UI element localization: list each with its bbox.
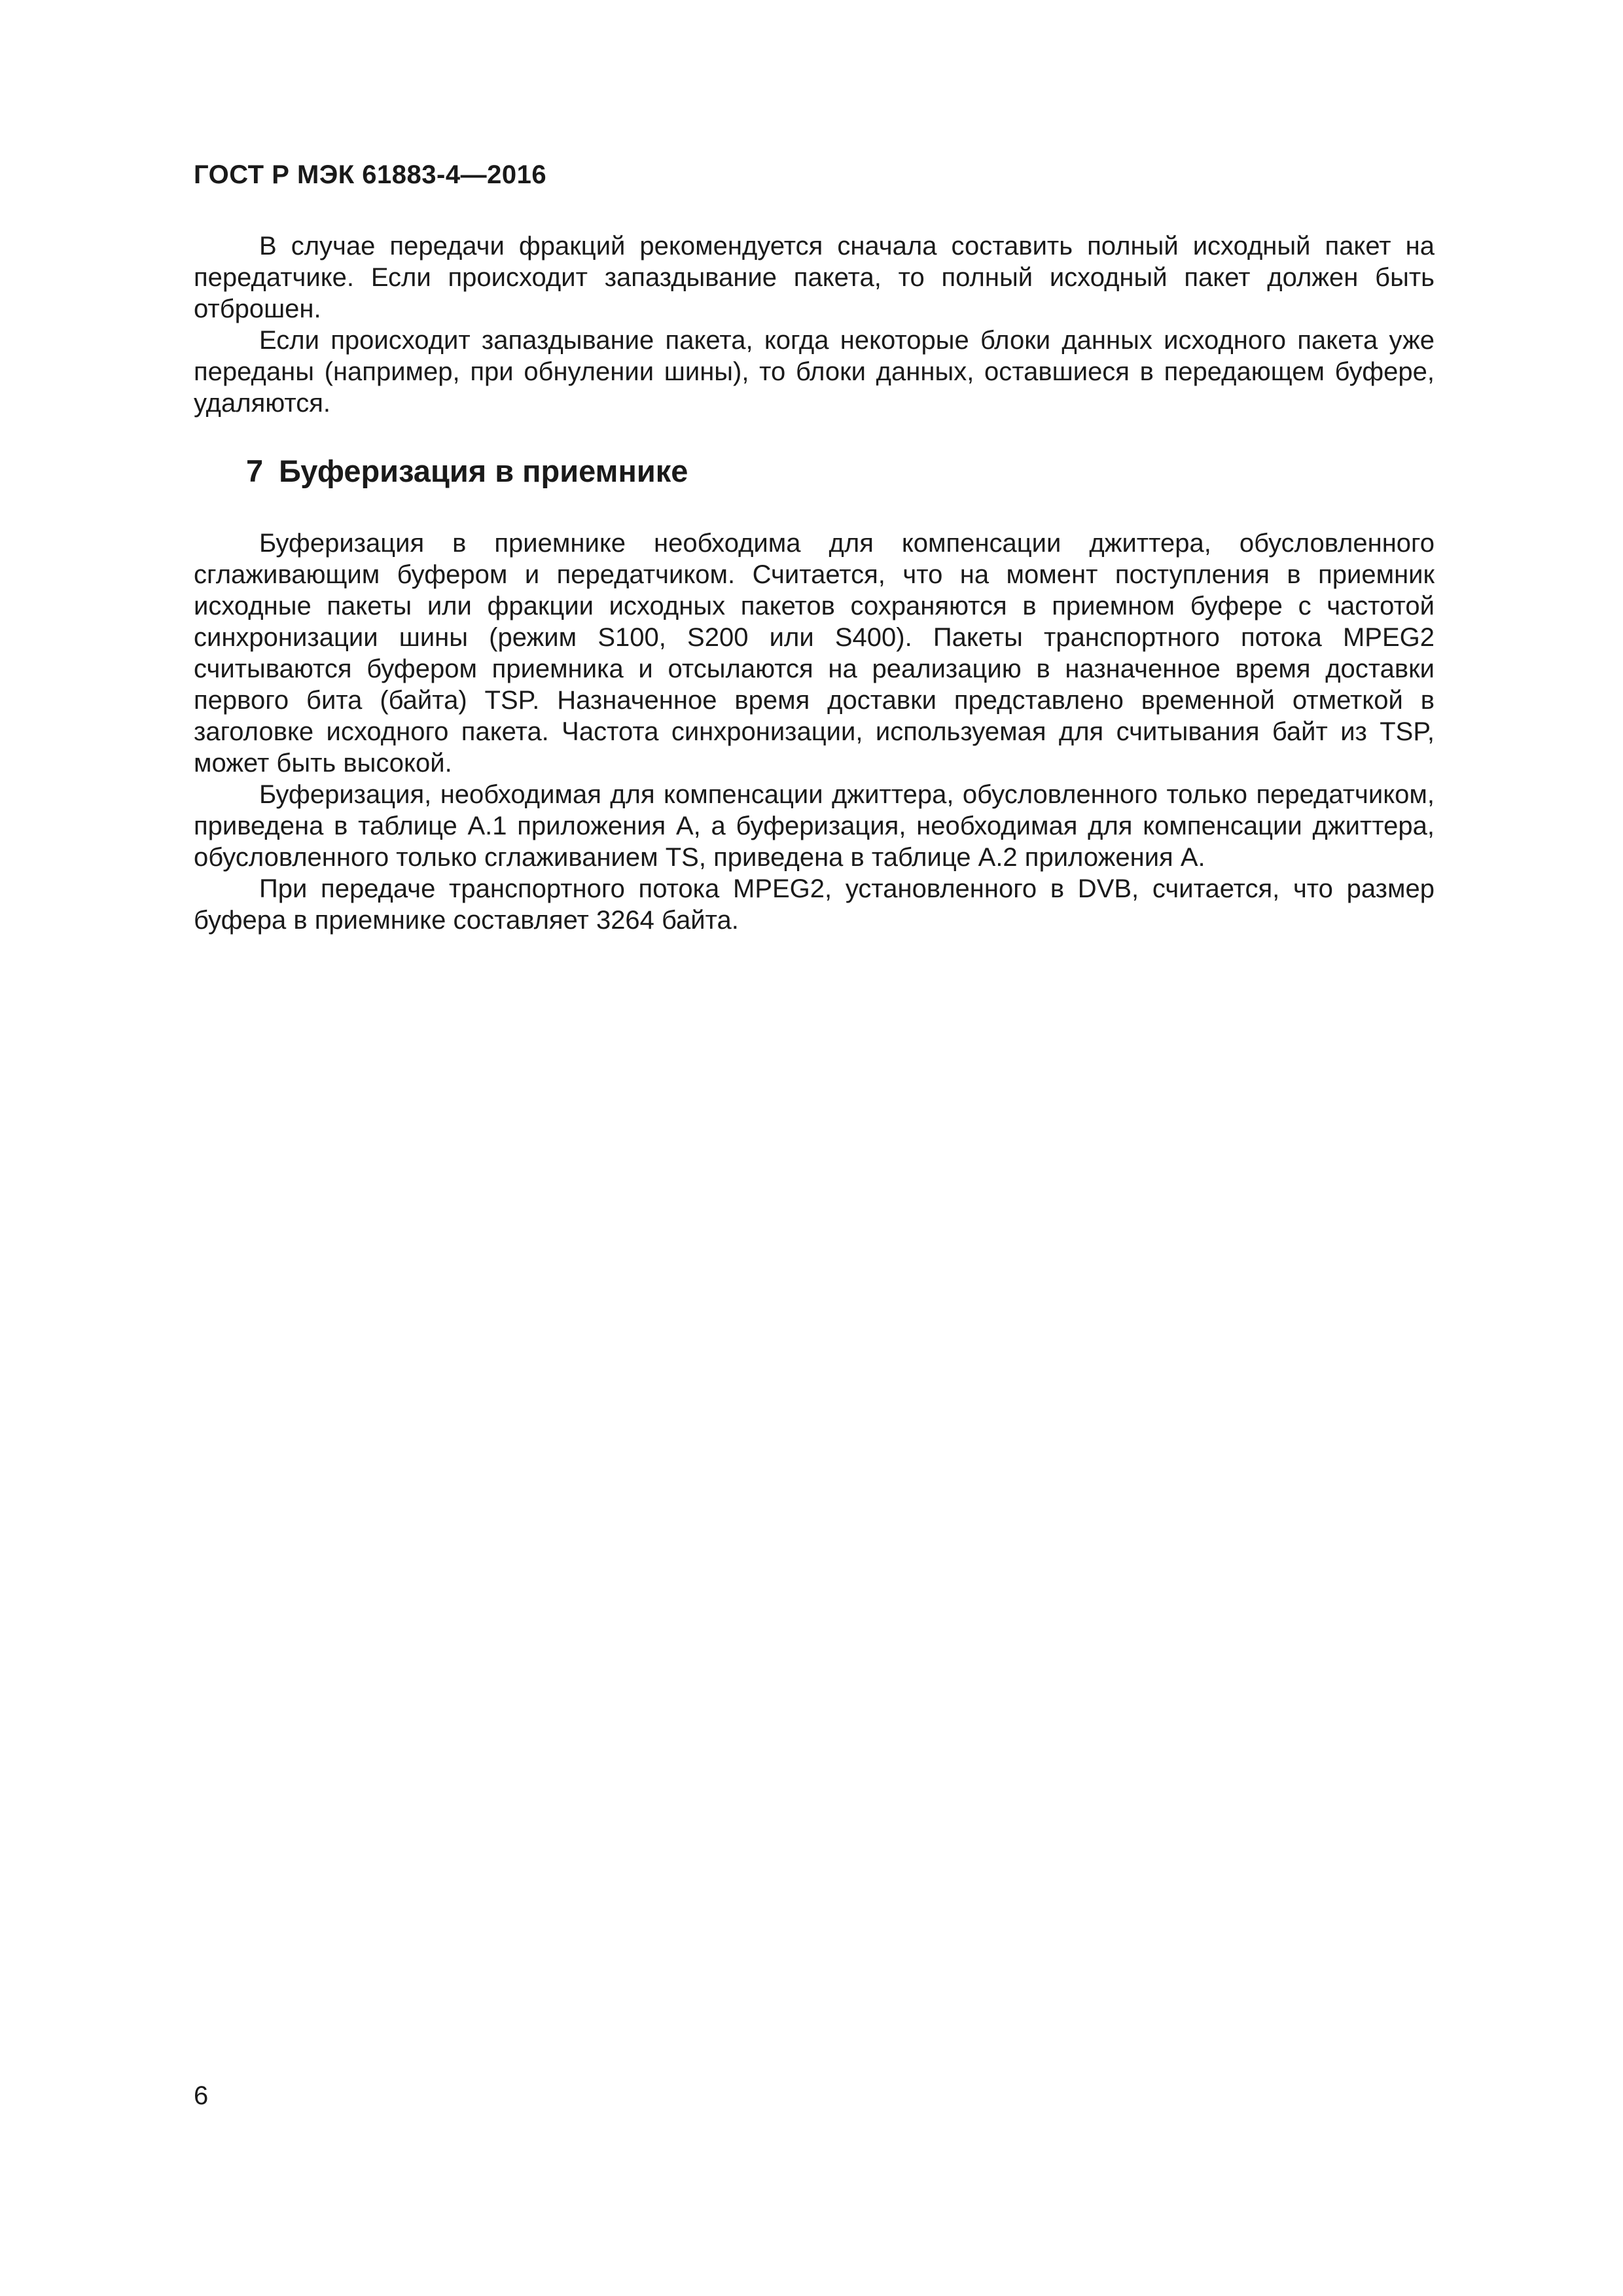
section-title: Буферизация в приемнике xyxy=(279,454,688,488)
page-number: 6 xyxy=(194,2081,209,2110)
paragraph-section-3: При передаче транспортного потока MPEG2, установленного в DVB, считается, что размер буфера в приемнике составляет 3264 байта. xyxy=(194,874,1435,935)
paragraph-intro-1: В случае передачи фракций рекомендуется сначала составить полный исходный пакет на передатчике. Если происходит запаздывание пакета, то полный исходный пакет должен быть отброшен. xyxy=(194,232,1435,323)
paragraph-section-1: Буферизация в приемнике необходима для компенсации джиттера, обусловленного сглаживающим буфером и передатчиком. Считается, что на момент поступления в приемник исходные пакеты или фракции исходных пакетов сохраняются в приемном буфере с частотой синхронизации шины (режим S100, S200 или S400). Пакеты транспортного потока MPEG2 считываются буфером приемника и отсылаются на реализацию в назначенное время доставки первого бита (байта) TSP. Назначенное время доставки представлено временной отметкой в заголовке исходного пакета. Частота синхронизации, используемая для считывания байт из TSP, может быть высокой. xyxy=(194,529,1435,778)
document-body xyxy=(194,230,1435,936)
document-header: ГОСТ Р МЭК 61883-4—2016 xyxy=(194,160,547,189)
section-number: 7 xyxy=(246,454,264,488)
section-heading xyxy=(246,452,1435,491)
paragraph-section-2: Буферизация, необходимая для компенсации джиттера, обусловленного только передатчиком, приведена в таблице А.1 приложения А, а буферизация, необходимая для компенсации джиттера, обусловленного только сглаживанием TS, приведена в таблице А.2 приложения А. xyxy=(194,780,1435,872)
paragraph-intro-2: Если происходит запаздывание пакета, когда некоторые блоки данных исходного пакета уже переданы (например, при обнулении шины), то блоки данных, оставшиеся в передающем буфере, удаляются. xyxy=(194,326,1435,418)
